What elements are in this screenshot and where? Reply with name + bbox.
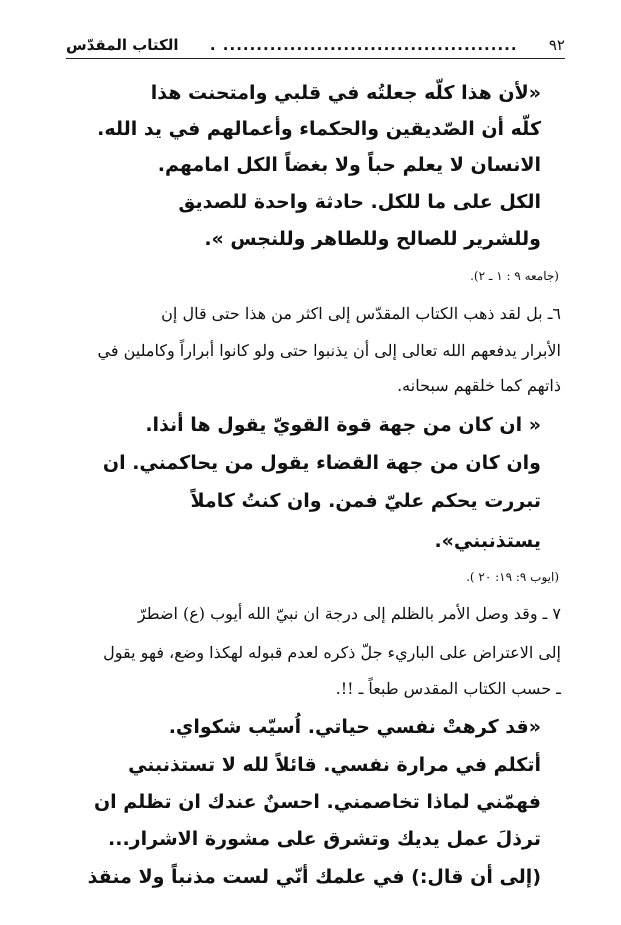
page-number: ٩٢ [548, 36, 565, 54]
body-line: إلى الاعتراض على الباريء جلّ ذكره لعدم قبوله لهكذا وضع، فهو يقول [103, 643, 561, 662]
quote-line: تبررت يحكم عليّ فمن. وان كنتُ كاملاً [190, 490, 541, 512]
quote-line: الانسان لا يعلم حباً ولا بغضاً الكل امامهم. [157, 154, 541, 176]
quote-line: «قد كرهتْ نفسي حياتي. اُسيّب شكواي. [168, 716, 541, 738]
quote-line: الكل على ما للكل. حادثة واحدة للصديق [178, 191, 541, 213]
running-header [66, 30, 565, 54]
quote-line: أتكلم في مرارة نفسي. قائلاً لله لا تستذنبني [128, 754, 541, 776]
quote-line: « ان كان من جهة قوة القويّ يقول ها أنذا. [145, 414, 541, 436]
header-rule [66, 58, 565, 59]
body-line: ـ حسب الكتاب المقدس طبعاً ـ !!. [335, 679, 561, 698]
quote-line: «لأن هذا كلّه جعلتُه في قلبي وامتحنت هذا [150, 82, 541, 104]
header-leader-dots: ............................................ . [209, 36, 518, 54]
body-line: ٧ ـ وقد وصل الأمر بالظلم إلى درجة ان نبيّ الله أيوب (ع) اضطرّ [137, 604, 561, 623]
citation: (ايوب ٩: ١٩: ٢٠ ). [466, 570, 559, 584]
quote-line: يستذنبني». [434, 530, 541, 552]
quote-line: وان كان من جهة القضاء يقول من يحاكمني. ان [102, 452, 541, 474]
quote-line: ترذلَ عمل يديك وتشرق على مشورة الاشرار... [108, 828, 541, 850]
quote-line: فهمّني لماذا تخاصمني. احسنٌ عندك ان تظلم ان [93, 791, 541, 813]
body-line: ٦ـ بل لقد ذهب الكتاب المقدّس إلى اكثر من هذا حتى قال إن [161, 304, 561, 323]
body-line: ذاتهم كما خلقهم سبحانه. [397, 376, 561, 395]
quote-line: وللشرير للصالح وللطاهر وللنجس ». [204, 228, 541, 250]
quote-line: كلّه أن الصّديقين والحكماء وأعمالهم في يد الله. [97, 118, 541, 140]
quote-line: (إلى أن قال:) في علمك أنّي لست مذنباً ولا منقذ [87, 866, 541, 888]
citation: (جامعه ٩ : ١ ـ ٢). [470, 269, 559, 283]
body-line: الأبرار يدفعهم الله تعالى إلى أن يذنبوا حتى ولو كانوا أبراراً وكاملين في [97, 341, 561, 360]
book-title: الكتاب المقدّس [66, 36, 179, 54]
